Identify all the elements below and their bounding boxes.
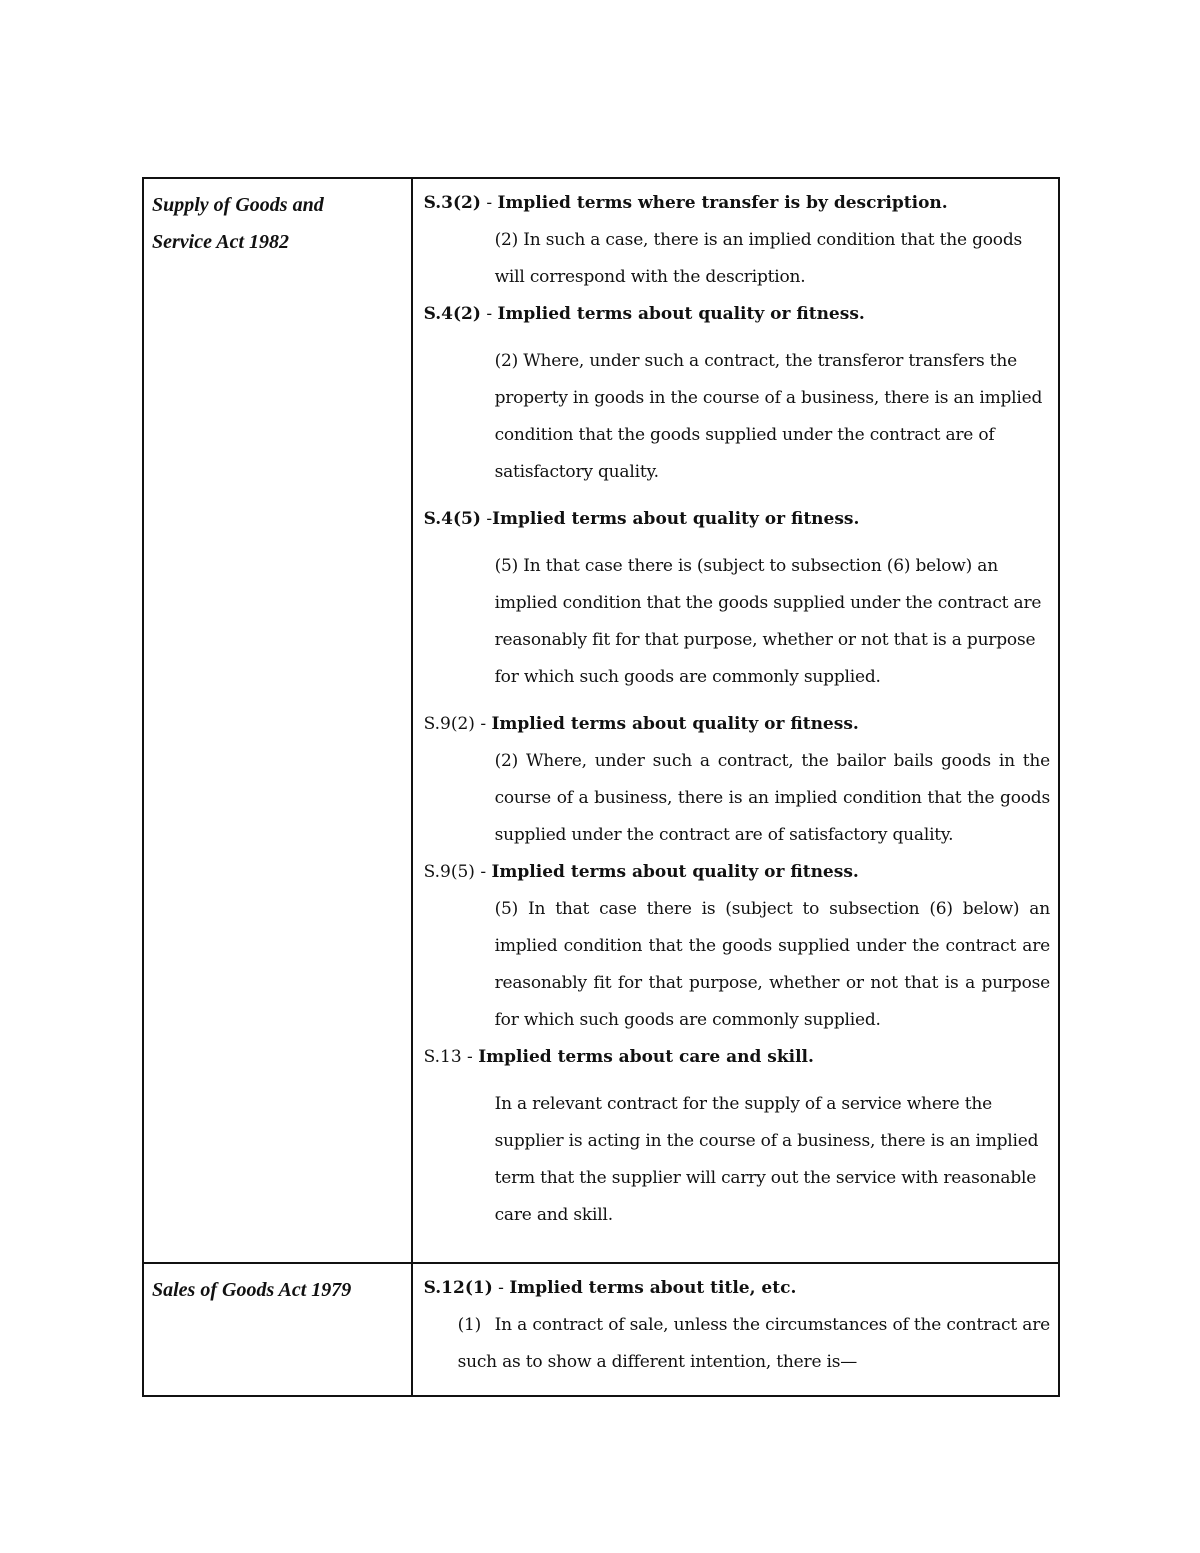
- provision-heading: [424, 854, 1050, 891]
- provision-text: In a relevant contract for the supply of a service where the supplier is acting in the course of a business, there is an implied term that the supplier will carry out the service with reasonable care and skill.: [494, 1094, 1039, 1225]
- provision-text: (2) In such a case, there is an implied condition that the goods will correspond with the description.: [494, 230, 1023, 287]
- section-title: Implied terms about care and skill.: [478, 1047, 814, 1067]
- section-title: Implied terms about quality or fitness.: [491, 862, 859, 882]
- table-row: [143, 178, 1059, 1263]
- numbered-provision-text: [458, 1307, 1050, 1381]
- section-title: Implied terms about quality or fitness.: [497, 304, 865, 324]
- provisions-cell: [412, 1263, 1059, 1396]
- section-number: S.12(1): [423, 1278, 493, 1298]
- section-title: Implied terms about quality or fitness.: [491, 714, 859, 734]
- provision-text: (5) In that case there is (subject to subsection (6) below) an implied condition that the goods supplied under the contract are reasonably fit for that purpose, whether or not that is a purpose for which such goods are commonly supplied.: [494, 556, 1042, 687]
- provision-text: (2) Where, under such a contract, the transferor transfers the property in goods in the course of a business, there is an implied condition that the goods supplied under the contract are of satisfactory quality.: [494, 351, 1043, 482]
- heading-separator: -: [461, 1047, 479, 1067]
- provisions-cell: [412, 178, 1059, 1263]
- heading-separator: -: [492, 1278, 510, 1298]
- heading-separator: -: [480, 509, 493, 529]
- act-name: Sales of Goods Act 1979: [152, 1279, 352, 1301]
- section-number: S.13: [423, 1047, 462, 1067]
- act-cell: [143, 178, 412, 1263]
- provision-heading: [424, 706, 1050, 743]
- section-title: Implied terms about quality or fitness.: [492, 509, 860, 529]
- table-row: [143, 1263, 1059, 1396]
- subsection-number: (1): [457, 1315, 482, 1335]
- legislation-table: [142, 177, 1060, 1397]
- provision-heading: [424, 1039, 1050, 1076]
- provision-text: (5) In that case there is (subject to subsection (6) below) an implied condition that the goods supplied under the contract are reasonably fit for that purpose, whether or not that is a purpose for which such goods are commonly supplied.: [494, 899, 1050, 1030]
- provision-heading: [424, 501, 1050, 538]
- heading-separator: -: [474, 862, 492, 882]
- provision-text: In a contract of sale, unless the circumstances of the contract are such as to show a different intention, there is—: [457, 1315, 1050, 1372]
- section-number: S.9(5): [423, 862, 475, 882]
- act-cell: [143, 1263, 412, 1396]
- section-title: Implied terms where transfer is by description.: [497, 193, 948, 213]
- section-number: S.4(2): [423, 304, 481, 324]
- section-number: S.4(5): [423, 509, 481, 529]
- heading-separator: -: [480, 304, 498, 324]
- provision-heading: [424, 185, 1050, 222]
- act-name: Supply of Goods and Service Act 1982: [152, 194, 324, 253]
- heading-separator: -: [480, 193, 498, 213]
- provision-text: (2) Where, under such a contract, the bailor bails goods in the course of a business, there is an implied condition that the goods supplied under the contract are of satisfactory quality.: [494, 751, 1050, 845]
- section-number: S.3(2): [423, 193, 481, 213]
- provision-heading: [424, 1270, 1050, 1307]
- heading-separator: -: [474, 714, 492, 734]
- section-title: Implied terms about title, etc.: [509, 1278, 797, 1298]
- provision-heading: [424, 296, 1050, 333]
- section-number: S.9(2): [423, 714, 475, 734]
